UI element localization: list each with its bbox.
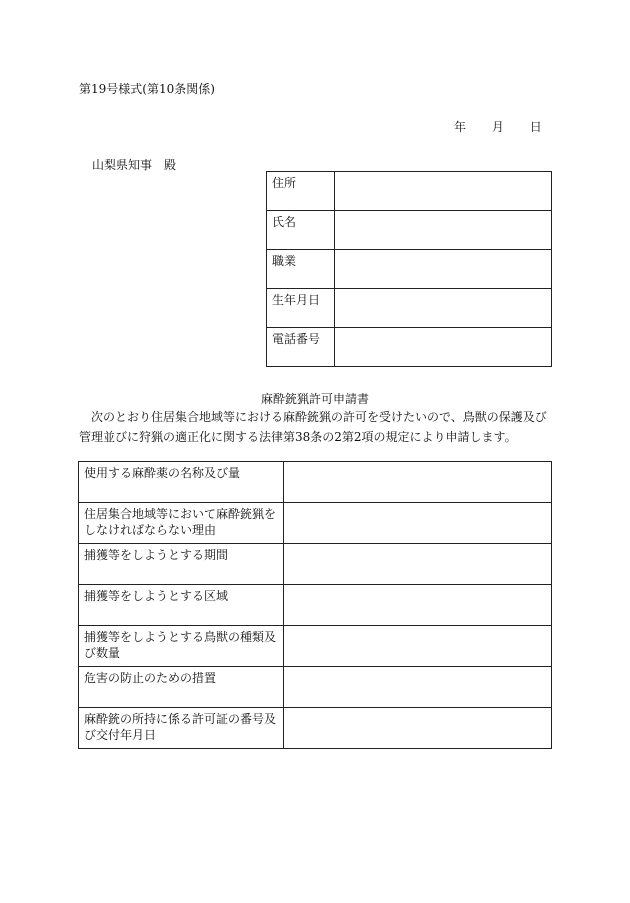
details-value-field[interactable] [284,544,552,585]
addressee: 山梨県知事 殿 [92,158,177,172]
details-row [79,708,552,749]
details-row [79,626,552,667]
document-title: 麻酔銃猟許可申請書 [260,392,369,406]
details-row [79,544,552,585]
details-label: 捕獲等をしようとする鳥獣の種類及び数量 [79,626,284,667]
applicant-value-field[interactable] [335,211,552,250]
details-value-field[interactable] [284,626,552,667]
details-label: 危害の防止のための措置 [79,667,284,708]
applicant-label: 生年月日 [267,289,335,328]
details-label: 麻酔銃の所持に係る許可証の番号及び交付年月日 [79,708,284,749]
details-value-field[interactable] [284,462,552,503]
details-row [79,585,552,626]
details-label: 使用する麻酔薬の名称及び量 [79,462,284,503]
applicant-row-address [267,172,552,211]
details-value-field[interactable] [284,667,552,708]
application-details-table [78,461,552,749]
date-day-label: 日 [529,120,542,134]
date-line [454,118,542,135]
details-label: 捕獲等をしようとする区域 [79,585,284,626]
details-label: 住居集合地域等において麻酔銃猟をしなければならない理由 [79,503,284,544]
date-month-label: 月 [491,120,504,134]
details-row [79,667,552,708]
applicant-row-name [267,211,552,250]
form-number: 第19号様式(第10条関係) [79,82,215,96]
details-label: 捕獲等をしようとする期間 [79,544,284,585]
applicant-label: 氏名 [267,211,335,250]
date-year-label: 年 [454,120,467,134]
applicant-info-table [266,171,552,367]
applicant-value-field[interactable] [335,328,552,367]
details-row [79,462,552,503]
applicant-value-field[interactable] [335,289,552,328]
details-row [79,503,552,544]
applicant-label: 電話番号 [267,328,335,367]
details-value-field[interactable] [284,585,552,626]
document-body: 次のとおり住居集合地域等における麻酔銃猟の許可を受けたいので、鳥獣の保護及び管理並びに狩猟の適正化に関する法律第38条の2第2項の規定により申請します。 [79,410,547,444]
applicant-label: 職業 [267,250,335,289]
applicant-row-birthdate [267,289,552,328]
details-value-field[interactable] [284,708,552,749]
details-value-field[interactable] [284,503,552,544]
applicant-row-occupation [267,250,552,289]
applicant-label: 住所 [267,172,335,211]
applicant-row-phone [267,328,552,367]
applicant-value-field[interactable] [335,250,552,289]
applicant-value-field[interactable] [335,172,552,211]
